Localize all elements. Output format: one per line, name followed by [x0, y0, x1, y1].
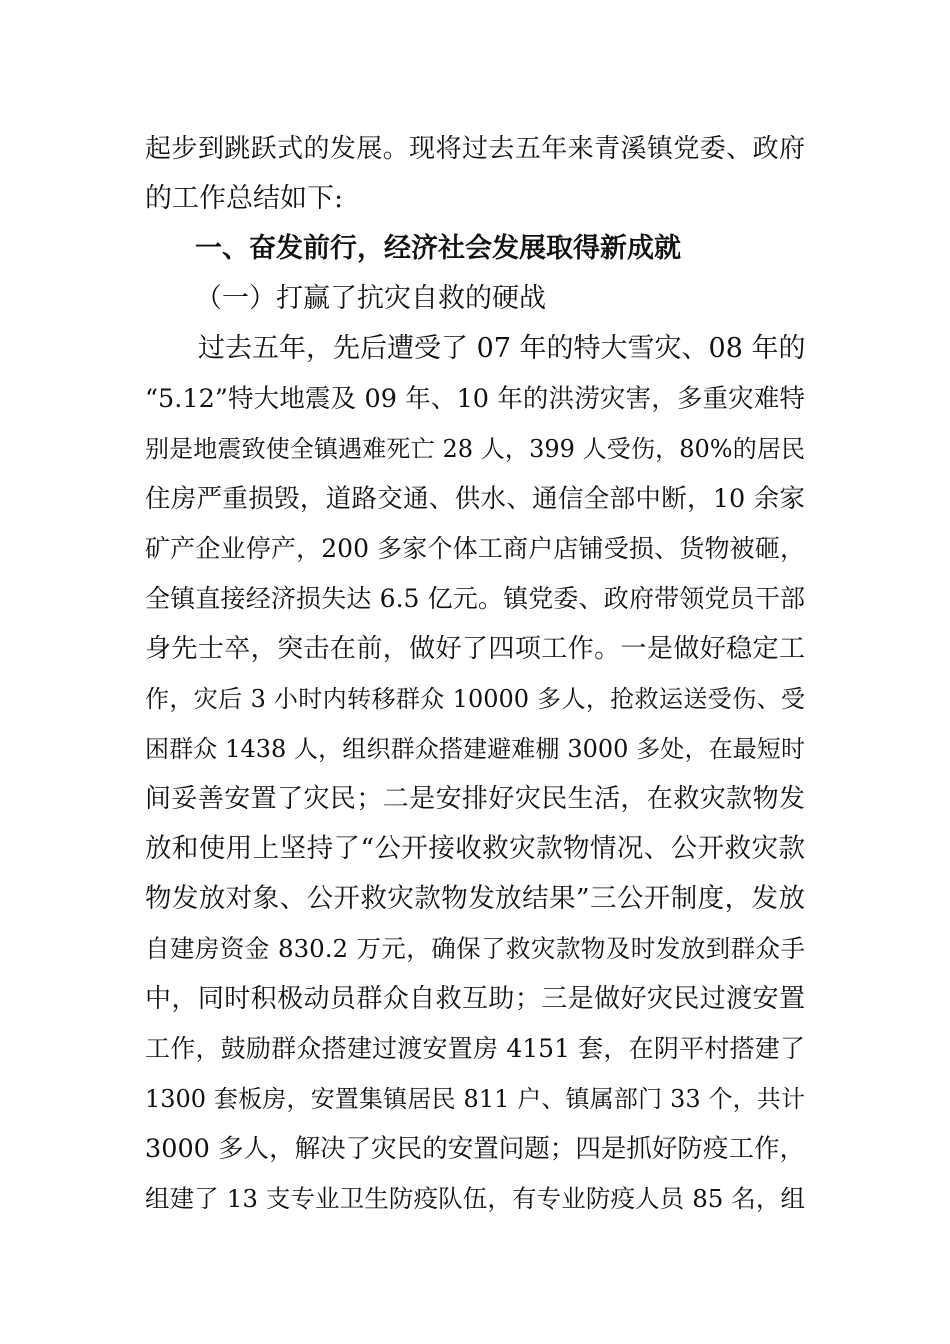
- body-text-line: 中，同时积极动员群众自救互助；三是做好灾民过渡安置: [145, 984, 805, 1014]
- body-text-line: 全镇直接经济损失达 6.5 亿元。镇党委、政府带领党员干部: [145, 584, 805, 613]
- section-heading: 一、奋发前行，经济社会发展取得新成就: [195, 233, 681, 264]
- body-text-line: 作，灾后 3 小时内转移群众 10000 多人，抢救运送受伤、受: [145, 685, 805, 713]
- body-text-line: “5.12”特大地震及 09 年、10 年的洪涝灾害，多重灾难特: [145, 384, 805, 414]
- body-text-line: 物发放对象、公开救灾款物发放结果”三公开制度，发放: [145, 883, 805, 914]
- body-text-line: 1300 套板房，安置集镇居民 811 户、镇属部门 33 个，共计: [145, 1085, 805, 1113]
- body-text-line: 3000 多人，解决了灾民的安置问题；四是抓好防疫工作，: [145, 1134, 805, 1164]
- body-text-line: 的工作总结如下:: [145, 183, 344, 214]
- paragraph-first-line: 过去五年，先后遭受了 07 年的特大雪灾、08 年的: [198, 333, 806, 364]
- body-text-line: 起步到跳跃式的发展。现将过去五年来青溪镇党委、政府: [145, 134, 805, 164]
- body-text-line: 别是地震致使全镇遇难死亡 28 人，399 人受伤，80%的居民: [145, 435, 805, 463]
- body-text-line: 身先士卒，突击在前，做好了四项工作。一是做好稳定工: [145, 634, 805, 664]
- body-text-line: 间妥善安置了灾民；二是安排好灾民生活，在救灾款物发: [145, 784, 805, 814]
- body-text-line: 自建房资金 830.2 万元，确保了救灾款物及时发放到群众手: [145, 934, 805, 963]
- body-text-line: 放和使用上坚持了“公开接收救灾款物情况、公开救灾款: [145, 833, 805, 864]
- body-text-line: 工作，鼓励群众搭建过渡安置房 4151 套，在阴平村搭建了: [145, 1034, 805, 1063]
- body-text-line: 矿产企业停产，200 多家个体工商户店铺受损、货物被砸，: [145, 534, 805, 563]
- body-text-line: 困群众 1438 人，组织群众搭建避难棚 3000 多处，在最短时: [145, 735, 805, 763]
- body-text-line: 住房严重损毁，道路交通、供水、通信全部中断，10 余家: [145, 484, 805, 514]
- subsection-heading: （一）打赢了抗灾自救的硬战: [195, 283, 546, 314]
- body-text-line: 组建了 13 支专业卫生防疫队伍，有专业防疫人员 85 名，组: [145, 1184, 805, 1213]
